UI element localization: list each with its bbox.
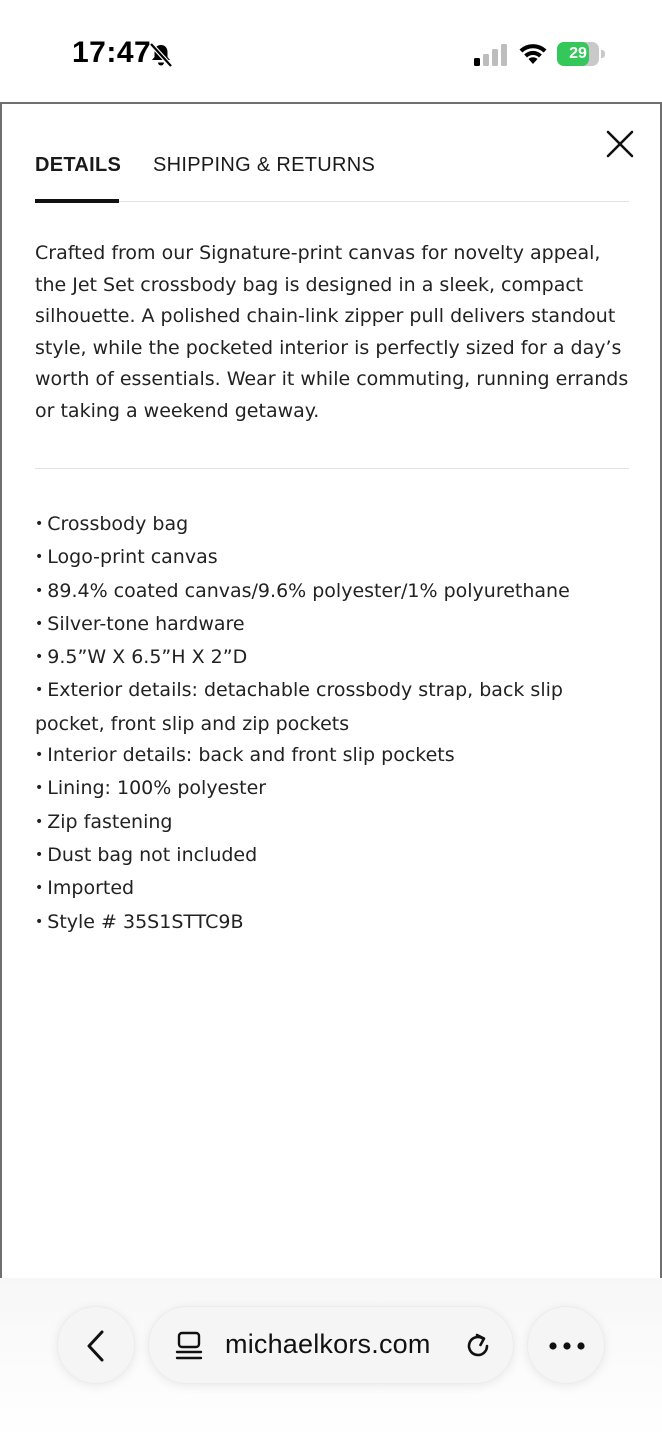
battery-icon (557, 42, 605, 66)
bell-slash-icon (148, 42, 174, 68)
tab-details[interactable]: DETAILS (35, 150, 121, 202)
feature-item: • Logo-print canvas (35, 542, 629, 575)
url-text: michaelkors.com (225, 1329, 431, 1359)
feature-item: • Silver-tone hardware (35, 609, 629, 642)
reload-icon[interactable] (463, 1331, 493, 1361)
back-button[interactable] (57, 1306, 135, 1384)
feature-item: • Style # 35S1STTC9B (35, 907, 629, 940)
page-tabs-icon (175, 1331, 203, 1361)
feature-item: • Lining: 100% polyester (35, 773, 629, 806)
cellular-signal-icon (474, 44, 508, 66)
product-description: Crafted from our Signature-print canvas for novelty appeal, the Jet Set crossbody bag is designed in a sleek, compact silhouette. A polished chain-link zipper pull delivers standout style, while the pocketed interior is perfectly sized for a day’s worth of essentials. Wear it while commuting, running errands or taking a weekend getaway. (35, 242, 629, 422)
battery-cap (601, 50, 605, 58)
divider (35, 468, 629, 469)
feature-item: • Zip fastening (35, 807, 629, 840)
status-time: 17:47 (72, 36, 152, 69)
browser-toolbar (0, 1278, 662, 1440)
tab-shipping-returns[interactable]: SHIPPING & RETURNS (153, 154, 376, 176)
battery-level: 29 (569, 45, 587, 62)
feature-item: • Exterior details: detachable crossbody strap, back slip pocket, front slip and zip pockets (35, 675, 629, 740)
feature-item: • Interior details: back and front slip pockets (35, 740, 629, 773)
feature-item: • Dust bag not included (35, 840, 629, 873)
status-bar (0, 0, 662, 102)
tab-bar (35, 150, 629, 202)
close-icon[interactable] (604, 128, 636, 160)
back-chevron-icon (84, 1329, 108, 1363)
details-modal (0, 102, 662, 1278)
feature-item: • Imported (35, 873, 629, 906)
feature-list (35, 509, 629, 940)
more-icon (548, 1341, 586, 1351)
feature-item: • 89.4% coated canvas/9.6% polyester/1% polyurethane (35, 576, 629, 609)
feature-item: • 9.5”W X 6.5”H X 2”D (35, 642, 629, 675)
feature-item: • Crossbody bag (35, 509, 629, 542)
more-button[interactable] (527, 1306, 605, 1384)
wifi-icon (518, 42, 548, 66)
address-bar[interactable] (148, 1306, 514, 1384)
